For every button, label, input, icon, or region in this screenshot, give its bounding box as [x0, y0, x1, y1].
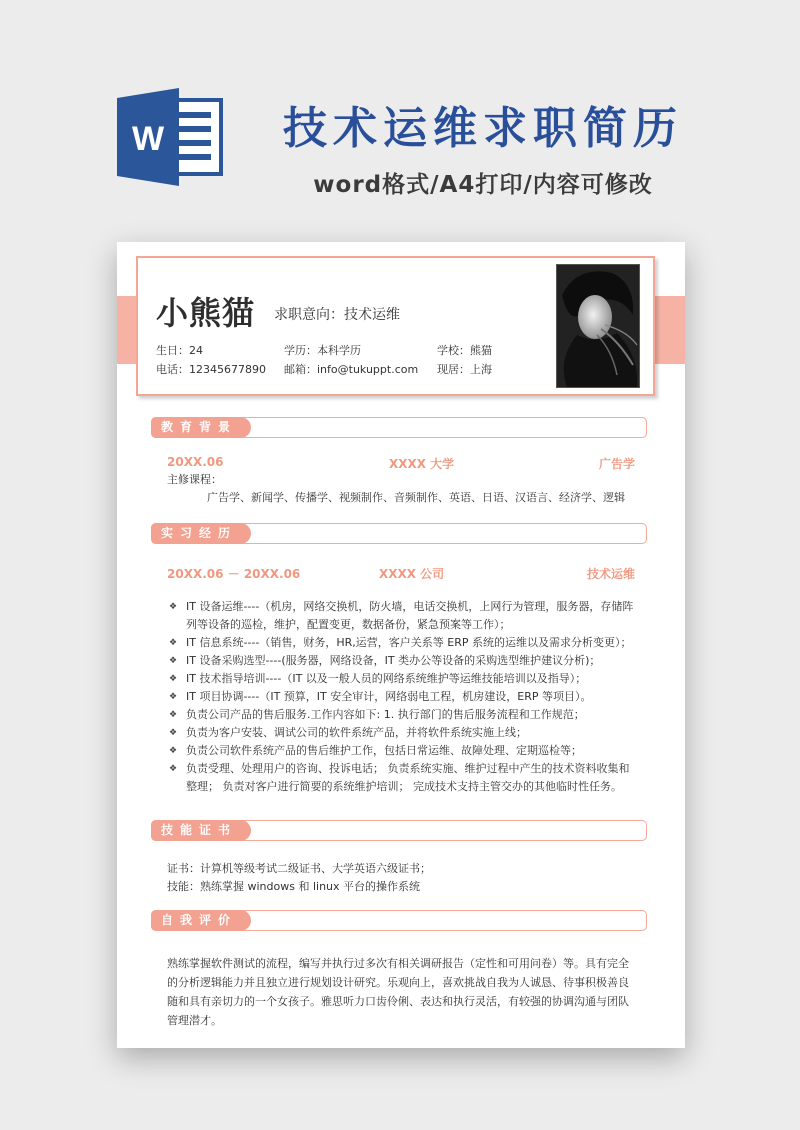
section-internship-heading: 实习经历 — [151, 523, 251, 544]
education-date: 20XX.06 — [167, 455, 224, 469]
list-item: ❖ IT 项目协调----（IT 预算，IT 安全审计，网络弱电工程，机房建设，ERP 等项目）。 — [169, 688, 639, 706]
section-education-bar — [151, 417, 647, 438]
list-item: ❖ 负责公司软件系统产品的售后维护工作，包括日常运维、故障处理、定期巡检等； — [169, 742, 639, 760]
page-title: 技术运维求职简历 — [283, 103, 683, 154]
info-school: 学校：熊猫 — [437, 344, 492, 357]
profile-photo — [556, 264, 640, 388]
list-item: ❖ IT 设备采购选型----(服务器，网络设备，IT 类办公等设备的采购选型维护建议分析)； — [169, 652, 639, 670]
section-education-heading: 教育背景 — [151, 417, 251, 438]
info-email: 邮箱：info@tukuppt.com — [284, 363, 419, 376]
word-document-icon — [117, 88, 227, 186]
courses-list: 广告学、新闻学、传播学、视频制作、音频制作、英语、日语、汉语言、经济学、逻辑 — [207, 491, 625, 504]
list-item: ❖ 负责为客户安装、调试公司的软件系统产品，并将软件系统实施上线； — [169, 724, 639, 742]
page-subtitle: word格式/A4打印/内容可修改 — [313, 172, 653, 198]
section-internship-bar — [151, 523, 647, 544]
internship-date: 20XX.06 － 20XX.06 — [167, 567, 301, 581]
section-self-eval-bar — [151, 910, 647, 931]
skills-certificates: 证书：计算机等级考试二级证书、大学英语六级证书； — [167, 862, 431, 875]
logo-letter: W — [131, 120, 165, 158]
section-self-eval-heading: 自我评价 — [151, 910, 251, 931]
internship-role: 技术运维 — [586, 567, 635, 581]
self-eval-text: 熟练掌握软件测试的流程，编写并执行过多次有相关调研报告（定性和可用问卷）等。具有完全的分析逻辑能力并且独立进行规划设计研究。乐观向上，喜欢挑战自我为人诚恳、待事积极善良随和具有亲切力的一个女孩子。雅思听力口齿伶俐、表达和执行灵活，有较强的协调沟通与团队管理潜才。 — [167, 957, 629, 1027]
courses-label: 主修课程： — [167, 473, 222, 486]
info-birth: 生日：24 — [156, 344, 203, 357]
skills-abilities: 技能：熟练掌握 windows 和 linux 平台的操作系统 — [167, 880, 421, 893]
list-item: ❖ IT 技术指导培训----（IT 以及一般人员的网络系统维护等运维技能培训以及指导）； — [169, 670, 639, 688]
list-item: ❖ 负责公司产品的售后服务.工作内容如下: 1. 执行部门的售后服务流程和工作规范； — [169, 706, 639, 724]
info-phone: 电话：12345677890 — [156, 363, 266, 376]
resume-page — [117, 242, 685, 1048]
section-skills-heading: 技能证书 — [151, 820, 251, 841]
section-skills-bar — [151, 820, 647, 841]
info-residence: 现居：上海 — [437, 363, 492, 376]
education-major: 广告学 — [598, 457, 635, 471]
internship-duties-list — [169, 598, 639, 796]
list-item: ❖ IT 设备运维----（机房，网络交换机，防火墙，电话交换机，上网行为管理，服务器，存储阵列等设备的巡检，维护，配置变更，数据备份，紧急预案等工作）； — [169, 598, 639, 634]
list-item: ❖ 负责受理、处理用户的咨询、投诉电话； 负责系统实施、维护过程中产生的技术资料收集和整理； 负责对客户进行简要的系统维护培训； 完成技术支持主管交办的其他临时性任务。 — [169, 760, 639, 796]
candidate-name: 小熊猫 — [156, 294, 256, 332]
internship-company: XXXX 公司 — [379, 567, 445, 581]
job-intent: 求职意向：技术运维 — [274, 307, 400, 323]
profile-header — [136, 256, 655, 396]
info-education: 学历：本科学历 — [284, 344, 361, 357]
list-item: ❖ IT 信息系统----（销售，财务，HR,运营，客户关系等 ERP 系统的运维以及需求分析变更）； — [169, 634, 639, 652]
education-school: XXXX 大学 — [389, 457, 455, 471]
